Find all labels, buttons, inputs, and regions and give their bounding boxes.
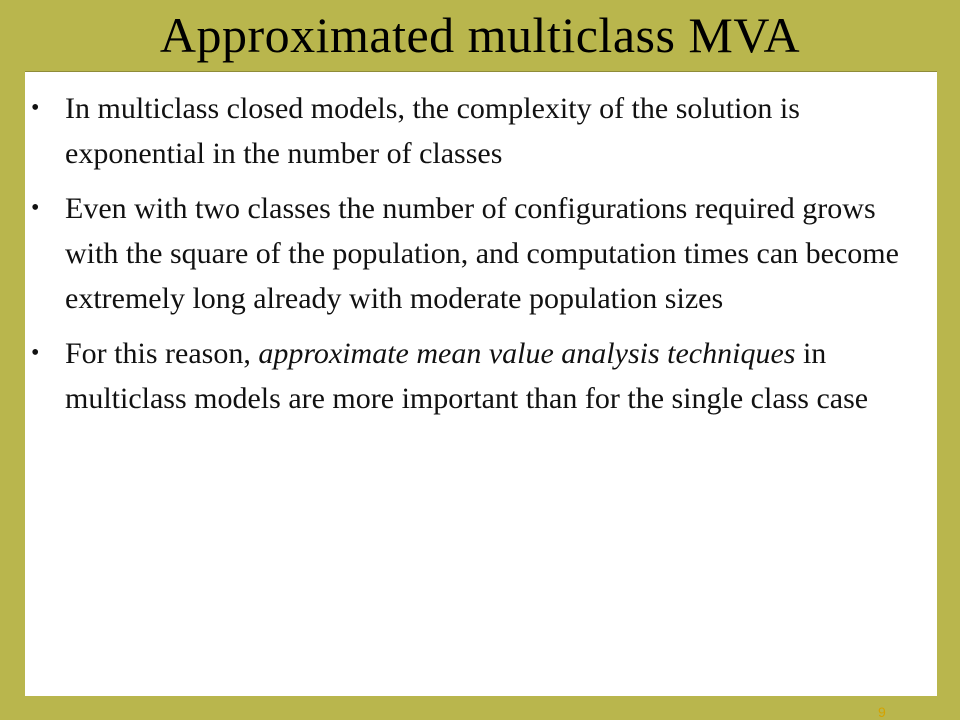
bullet-text-prefix: For this reason, [65, 337, 259, 370]
content-panel [25, 71, 937, 696]
bullet-marker: • [31, 195, 40, 221]
bullet-item-two-classes [25, 186, 927, 321]
bullet-item-complexity [25, 86, 927, 176]
bullet-text-emphasis: approximate mean value analysis techniques [258, 337, 796, 370]
bullet-text-suffix: in multiclass models are more important than for the single class case [65, 337, 869, 415]
bullet-text: Even with two classes the number of configurations required grows with the square of the population, and computation times can become extremely long already with moderate population sizes [65, 192, 899, 315]
bullet-marker: • [31, 95, 40, 121]
slide-number: 9 [878, 704, 886, 720]
bullet-list [25, 72, 937, 421]
bullet-item-approximate-mva [25, 331, 927, 421]
slide-title: Approximated multiclass MVA [159, 7, 801, 63]
bullet-text: In multiclass closed models, the complexity of the solution is exponential in the number of classes [65, 92, 800, 170]
bullet-marker: • [31, 340, 40, 366]
